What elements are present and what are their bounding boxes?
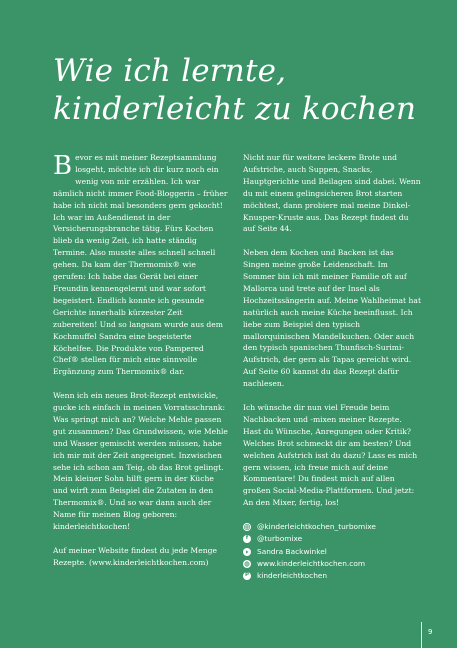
instagram-handle: @kinderleichtkochen_turbomixe	[257, 522, 376, 532]
youtube-handle: Sandra Backwinkel	[257, 546, 327, 556]
facebook-icon: f	[243, 535, 251, 543]
social-item-instagram[interactable]	[243, 521, 421, 533]
social-item-pinterest[interactable]	[243, 570, 421, 582]
bread-paragraph: Wenn ich ein neues Brot-Rezept entwickle, gucke ich einfach in meinen Vorratsschrank: Was springt mich an? Welche Mehle passen gut zusammen? Das Grundwissen, wie Mehle und Wasser gemischt werden müssen, habe ich mir mit der Zeit angeeignet. Inzwischen sehe ich schon am Teig, ob das Brot gelingt. Mein kleiner Sohn hilft gern in der Küche und wirft zum Beispiel die Zutaten in den Thermomix®. Und so war dann auch der Name für meinen Blog geboren: kinderleichtkochen!	[53, 391, 228, 532]
right-column	[243, 152, 421, 582]
social-item-website[interactable]	[243, 558, 421, 570]
recipes-paragraph: Nicht nur für weitere leckere Brote und Aufstriche, auch Suppen, Snacks, Hauptgerichte und Beilagen sind dabei. Wenn du mit einem gelingsicheren Brot starten möchtest, dann probiere mal meine Dinkel-Knusper-Kruste aus. Das Rezept findest du auf Seite 44.	[243, 153, 421, 234]
facebook-handle: @turbomixe	[257, 534, 303, 544]
globe-icon	[243, 560, 251, 568]
website-paragraph: Auf meiner Website findest du jede Menge Rezepte. (www.kinderleichtkochen.com)	[53, 545, 217, 567]
closing-paragraph: Ich wünsche dir nun viel Freude beim Nachbacken und -mixen meiner Rezepte. Hast du Wünsche, Anregungen oder Kritik? Welches Brot schmeckt dir am besten? Und welchen Aufstrich isst du dazu? Lass es mich gern wissen, ich freue mich auf deine Kommentare! Du findest mich auf allen großen Social-Media-Plattformen. Und jetzt: An den Mixer, fertig, los!	[243, 403, 418, 508]
instagram-icon	[243, 523, 251, 531]
left-column	[53, 152, 229, 581]
intro-paragraph	[53, 152, 229, 378]
page-number: 9	[428, 628, 433, 636]
pinterest-handle: kinderleichtkochen	[257, 571, 328, 581]
social-item-youtube[interactable]	[243, 546, 421, 558]
social-item-facebook[interactable]	[243, 533, 421, 545]
page-title	[53, 52, 433, 128]
title-line-2: kinderleicht zu kochen	[53, 91, 417, 127]
singing-paragraph: Neben dem Kochen und Backen ist das Singen meine große Leidenschaft. Im Sommer bin ich mit meiner Familie oft auf Mallorca und trete auf der Insel als Hochzeitssängerin auf. Meine Wahlheimat hat natürlich auch meine Küche beeinflusst. Ich liebe zum Beispiel den typisch mallorquinischen Mandelkuchen. Oder auch den typisch spanischen Thunfisch-Surimi-Aufstrich, der gern als Tapas gereicht wird. Auf Seite 60 kannst du das Rezept dafür nachlesen.	[243, 248, 421, 389]
intro-text: evor es mit meiner Rezeptsammlung losgeht, möchte ich dir kurz noch ein wenig von mir erzählen. Ich war nämlich nicht immer Food-Bloggerin – früher habe ich nicht mal besonders gern gekocht! Ich war im Außendienst in der Versicherungsbranche tätig. Fürs Kochen blieb da wenig Zeit, ich hatte ständig Termine. Also musste alles schnell schnell gehen. Da kam der Thermomix® wie gerufen: Ich habe das Gerät bei einer Freundin kennengelernt und war sofort begeistert. Endlich konnte ich gesunde Gerichte innerhalb kürzester Zeit zubereiten! Und so langsam wurde aus dem Kochmuffel Sandra eine begeisterte Köchelfee. Die Produkte von Pampered Chef® stellen für mich eine sinnvolle Ergänzung zum Thermomix® dar.	[53, 153, 228, 377]
social-media-list	[243, 521, 421, 582]
website-handle: www.kinderleichtkochen.com	[257, 558, 366, 568]
page-number-divider	[421, 622, 422, 648]
drop-cap: B	[53, 151, 73, 181]
title-line-1: Wie ich lernte,	[53, 53, 287, 89]
youtube-icon	[243, 548, 251, 556]
pinterest-icon: P	[244, 572, 250, 579]
